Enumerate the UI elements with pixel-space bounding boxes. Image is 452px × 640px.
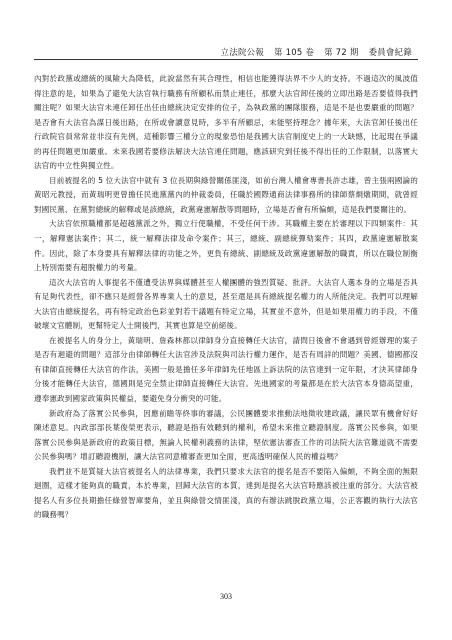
publication-name: 立法院公報 — [220, 47, 265, 57]
paragraph: 目前被提名的 5 位大法官中就有 3 位長期與綠營關係匪淺，如前台灣人權會專書長許志雄，曾主張兩國論的黃昭元教授，而黃瑞明更曾擔任民進黨黨內的仲裁委員，任職於國際通商法律事務所的律師蔡烱燉期間，就曾經對國民黨、在黨對總統的解釋或是該總統，政黨違憲解散等問題時，立場是否會有所偏頗，這是我們要關注的。 — [34, 175, 418, 214]
paragraph: 這次大法官的人事提名不僅遭受法界與媒體甚至人權團體的強烈質疑、批評。大法官人選本身的立場是否具有足夠代表性，卻不應只是經營各界專業人士的意見，甚至還是具有總統提名權力的人所能決定。我們可以理解大法官由總統提名，再有特定政治色彩並對若干議題有特定立場，其實並不意外，但是如果用權力的手段，不僅破壞文官體制，更幫特定人士開後門，其實也算是空前絕後。 — [34, 277, 418, 331]
document-body — [34, 72, 418, 523]
volume-number: 第 105 卷 — [273, 47, 315, 57]
header-rule — [34, 59, 418, 60]
issue-number: 第 72 期 — [324, 47, 359, 57]
paragraph: 大法官依照職權都是超越黨派之外，獨立行使職權，不受任何干涉。其職權主要在於審理以下四類案件：其一，解釋憲法案件；其二，統一解釋法律及命令案件；其三，總統、副總統彈劾案件；其四，政黨違憲解散案件。因此，除了本身要具有解釋法律的功能之外，更負有總統、副總統及政黨違憲解散的職責，所以在職位制衡上特別需要有超脫權力的考量。 — [34, 219, 418, 273]
paragraph: 在被提名人的身分上，黃瑞明、詹森林都以律師身分直接轉任大法官，請問日後會不會遇到曾經辦理的案子是否有迴避的問題？這部分由律師轉任大法官涉及法院與司法行權力運作，是否有周詳的問題？美國、德國都沒有律師直接轉任大法官的作法，美國一般是擔任多年律師先任地區上訴法院的法官達到一定年限，才決其律師身分後才能轉任大法官，德國則是完全禁止律師直接轉任大法官。先進國家的考量都是在於大法官本身德高望重，遵奉憲政到國家政策與民權益，要避免身分衝突的可能。 — [34, 335, 418, 404]
paragraph: 新政府為了落實公民參與，因應前瞻等終事的審議，公民團體要求推動法地徵收建政議，讓民眾有機會好好陳述意見。內政部部長葉俊榮更表示，聽證是指有效聽到的權利，希望未來推立聽證制度。落實公民參與，如果落實公民參與是新政府的政策目標，無論人民權利義務的法律，堅依憲法審查工作的司法院大法官難道就不需要公民參與嗎？增訂聽證機制，讓大法官同意權審查更加全面，更高透明確保人民的權益嗎？ — [34, 408, 418, 462]
paragraph: 我們並不是質疑大法官被提名人的法律專業，我們只要求大法官的提名是否不要陷入偏頗，不夠全面的無限迴圈，這樣才能夠真的職責，本於專業，回歸大法官的本質，達到是提名大法官時應該被注重的部分。大法官被提名人有多位長期擔任綠營智庫要角，並且與綠營交情匪淺，真的有辦法跳脫政黨立場，公正客觀的執行大法官的職務嗎？ — [34, 466, 418, 520]
paragraph: 內對於政黨或總統的風險大為降低，此說當然有其合理性，相信也能獲得法界不少人的支持。不過這次的風波值得注意的是，如果為了避免大法官執行職務有所顧私而禁止連任，那麼大法官卸任後的立即出路是否要值得我們關注呢？如果大法官未連任卸任出任由總統決定安排的位子，為執政黨的團隊服務，這是不是也要嚴重的問題？是否會有大法官為謀日後出路，在所或會讀意見時，多半有所顧忌，未能堅持理念？據年來，大法官卸任後出任行政院官員常常並非沒有先例，這種影響三權分立的現象恐怕是我國大法官制度史上的一大缺憾，比起現在爭議的再任問題更加嚴重。未來我國若要修法解決大法官連任問題，應該研究到任後不得出任的工作限制，以落實大法官的中立性與獨立性。 — [34, 74, 418, 171]
page-header — [214, 46, 412, 58]
section-name: 委員會紀錄 — [368, 47, 412, 57]
page-number: 303 — [220, 592, 232, 601]
